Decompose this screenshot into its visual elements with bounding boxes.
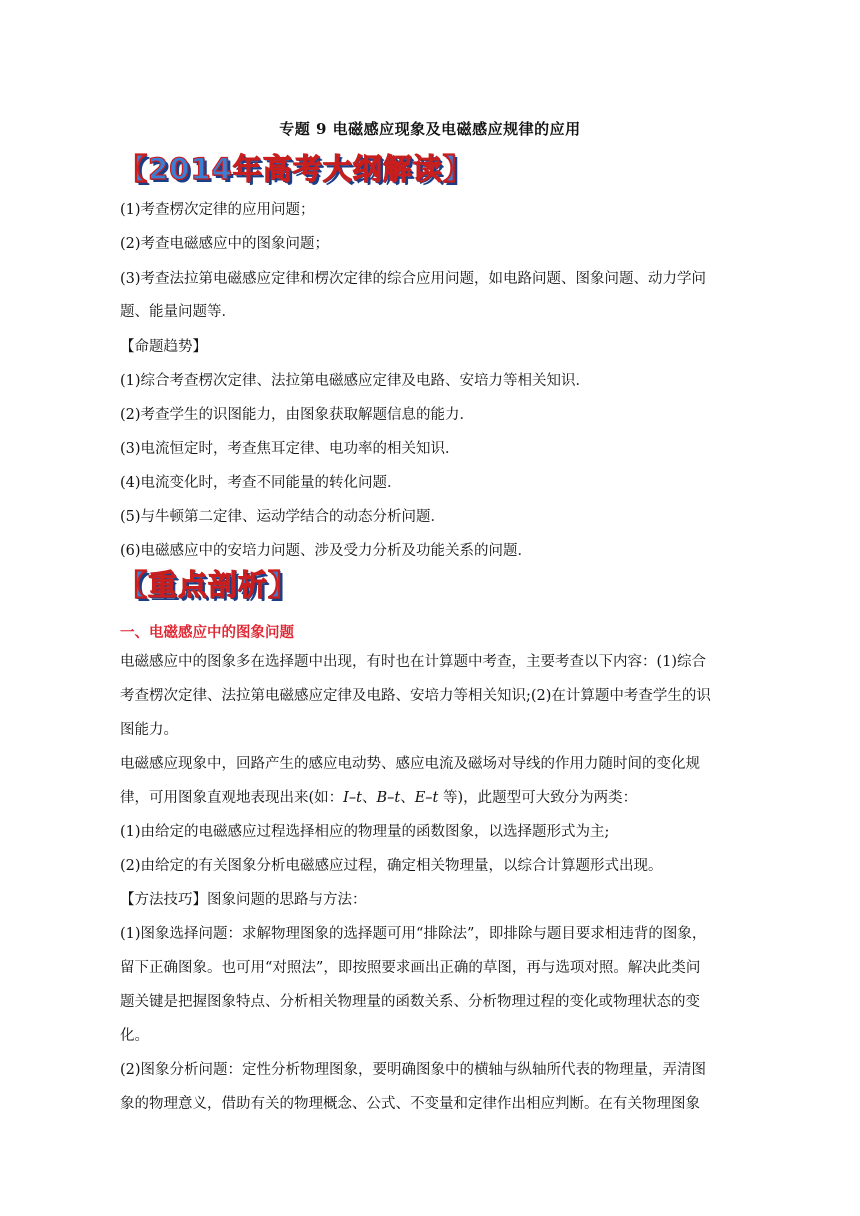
section2-line: (2)图象分析问题：定性分析物理图象，要明确图象中的横轴与纵轴所代表的物理量，弄清图: [120, 1062, 707, 1078]
banner-key-analysis: 【重点剖析】: [118, 568, 299, 602]
symbol-line-suffix: 等)，此题型可大致分为两类：: [438, 790, 638, 806]
section2-line: 电磁感应中的图象多在选择题中出现，有时也在计算题中考查，主要考查以下内容：(1)综合: [120, 654, 707, 670]
section2-line: (1)图象选择问题：求解物理图象的选择题可用“排除法”，即排除与题目要求相违背的图象，: [120, 926, 707, 942]
banner-outline-interpretation: 【2014年高考大纲解读】: [118, 152, 473, 186]
section1-line: (1)综合考查楞次定律、法拉第电磁感应定律及电路、安培力等相关知识．: [120, 373, 591, 389]
section1-line: (4)电流变化时，考查不同能量的转化问题．: [120, 475, 402, 491]
section1-heading-trend: 【命题趋势】: [120, 339, 207, 355]
section1-line: (3)电流恒定时，考查焦耳定律、电功率的相关知识．: [120, 441, 460, 457]
section2-line: 电磁感应现象中，回路产生的感应电动势、感应电流及磁场对导线的作用力随时间的变化规: [120, 756, 700, 772]
section2-line: 图能力。: [120, 722, 178, 738]
section2-line: (2)由给定的有关图象分析电磁感应过程，确定相关物理量，以综合计算题形式出现。: [120, 858, 663, 874]
section2-line: (1)由给定的电磁感应过程选择相应的物理量的函数图象，以选择题形式为主;: [120, 824, 610, 840]
section2-line: 考查楞次定律、法拉第电磁感应定律及电路、安培力等相关知识;(2)在计算题中考查学生的识: [120, 688, 711, 704]
section2-line: 象的物理意义，借助有关的物理概念、公式、不变量和定律作出相应判断。在有关物理图象: [120, 1096, 700, 1112]
section1-line: (6)电磁感应中的安培力问题、涉及受力分析及功能关系的问题．: [120, 543, 533, 559]
doc-title: 专题 9 电磁感应现象及电磁感应规律的应用: [279, 120, 581, 138]
subheading-image-problems: 一、电磁感应中的图象问题: [120, 625, 294, 641]
section1-line: (1)考查楞次定律的应用问题；: [120, 202, 315, 218]
symbol-separator: 、: [400, 790, 415, 806]
symbol-line-prefix: 律，可用图象直观地表现出来(如：: [120, 790, 344, 806]
section2-line-with-symbols: [120, 788, 745, 808]
section1-line: 题、能量问题等．: [120, 304, 236, 320]
symbol-b-t: B–t: [376, 790, 401, 806]
symbol-e-t: E–t: [414, 790, 439, 806]
section2-line: 题关键是把握图象特点、分析相关物理量的函数关系、分析物理过程的变化或物理状态的变: [120, 994, 700, 1010]
section2-line: 化。: [120, 1028, 149, 1044]
section1-line: (2)考查学生的识图能力，由图象获取解题信息的能力．: [120, 407, 475, 423]
symbol-separator: 、: [361, 790, 377, 806]
section1-line: (5)与牛顿第二定律、运动学结合的动态分析问题．: [120, 509, 446, 525]
section1-line: (2)考查电磁感应中的图象问题；: [120, 236, 330, 252]
section1-line: (3)考查法拉第电磁感应定律和楞次定律的综合应用问题，如电路问题、图象问题、动力学问: [120, 271, 707, 287]
section2-line: 留下正确图象。也可用“对照法”，即按照要求画出正确的草图，再与选项对照。解决此类问: [120, 960, 701, 976]
section2-heading-methods: 【方法技巧】图象问题的思路与方法：: [120, 892, 367, 908]
symbol-i-t: I–t: [343, 790, 362, 806]
